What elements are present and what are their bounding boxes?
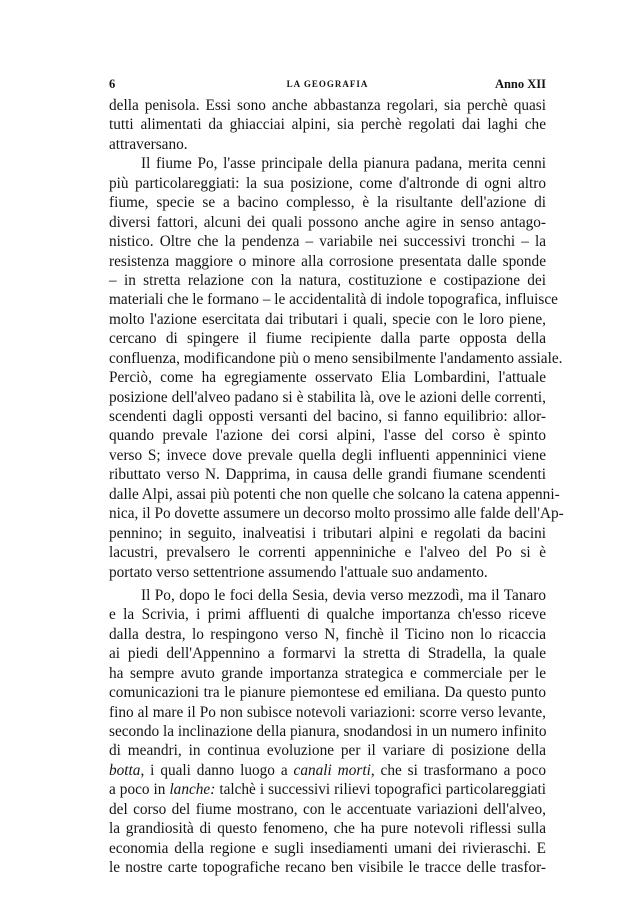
text-line: tutti alimentati da ghiacciai alpini, sia perchè regolati dai laghi che	[109, 116, 546, 134]
italic-term-canali-morti: canali morti	[293, 761, 371, 779]
text-line: verso S; invece dove prevale quella degli influenti appenninici viene	[109, 446, 546, 464]
text-line: portato verso settentrione assumendo l'attuale suo andamento.	[109, 563, 488, 581]
text-line: più particolareggiati: la sua posizione, come d'altronde di ogni altro	[109, 174, 546, 192]
volume-label: Anno XII	[494, 77, 546, 91]
text-line: fiume, specie se a bacino complesso, è la risultante dell'azione di	[109, 194, 546, 212]
text-line: molto l'azione esercitata dai tributari i quali, specie con le loro piene,	[109, 310, 546, 328]
text-line: secondo la inclinazione della pianura, snodandosi in un numero infinito	[109, 723, 547, 740]
text-line: nica, il Po dovette assumere un decorso molto prossimo alle falde dell'Ap-	[109, 505, 564, 523]
text-line: dalle Alpi, assai più potenti che non quelle che solcano la catena appenni-	[109, 485, 560, 503]
text-line-with-italics	[109, 780, 546, 799]
text-line: nistico. Oltre che la pendenza – variabile nei successivi tronchi – la	[109, 233, 546, 251]
paragraph-first-line: Il Po, dopo le foci della Sesia, devia verso mezzodì, ma il Tanaro	[141, 586, 546, 604]
text-fragment: a poco in	[109, 781, 170, 799]
text-line: comunicazioni tra le pianure piemontese ed emiliana. Da questo punto	[109, 684, 546, 702]
text-line: ributtato verso N. Dapprima, in causa delle grandi fiumane scendenti	[109, 466, 546, 484]
text-line: dalla destra, lo respingono verso N, finchè il Ticino non lo ricaccia	[109, 625, 546, 643]
text-line: resistenza maggiore o minore alla corrosione presentata dalle sponde	[109, 252, 546, 270]
page-number: 6	[109, 77, 116, 91]
italic-term-botta: botta	[109, 761, 141, 779]
journal-title: LA GEOGRAFIA	[286, 79, 369, 89]
text-line: della penisola. Essi sono anche abbastanza regolari, sia perchè quasi	[109, 97, 546, 114]
text-line: del corso del fiume mostrano, con le accentuate variazioni dell'alveo,	[109, 800, 546, 818]
text-line: lacustri, prevalsero le correnti appenniniche e l'alveo del Po si è	[109, 544, 546, 562]
text-line: ha sempre avuto grande importanza strategica e commerciale per le	[109, 664, 546, 682]
text-line: di meandri, in continua evoluzione per il variare di posizione della	[109, 742, 546, 760]
text-fragment: , i quali danno luogo a	[140, 761, 294, 779]
text-line: ai piedi dell'Appennino a formarvi la stretta di Stradella, la quale	[109, 645, 546, 663]
text-line: economia della regione e sugli insediamenti umani dei rivieraschi. E	[109, 839, 546, 857]
text-line: fino al mare il Po non subisce notevoli variazioni: scorre verso levante,	[109, 703, 546, 721]
italic-term-lanche: lanche:	[169, 781, 216, 799]
text-fragment: , che si trasformano a poco	[370, 761, 547, 779]
text-line: scendenti dagli opposti versanti del bacino, si fanno equilibrio: allor-	[109, 408, 546, 425]
text-line: diversi fattori, alcuni dei quali possono anche agire in senso antago-	[109, 213, 546, 231]
text-line: – in stretta relazione con la natura, costituzione e costipazione dei	[109, 271, 546, 289]
text-line: attraversano.	[109, 135, 188, 153]
text-line: le nostre carte topografiche recano ben visibile le tracce delle trasfor-	[109, 859, 546, 877]
running-header	[109, 77, 546, 93]
text-line: pennino; in seguito, inalveatisi i tributari alpini e regolati da bacini	[109, 524, 546, 542]
text-line: quando prevale l'azione dei corsi alpini, l'asse del corso è spinto	[109, 427, 546, 445]
text-line: Perciò, come ha egregiamente osservato Elia Lombardini, l'attuale	[109, 369, 546, 387]
text-line: e la Scrivia, i primi affluenti di qualche importanza ch'esso riceve	[109, 606, 546, 624]
text-line: cercano di spingere il fiume recipiente dalla parte opposta della	[109, 330, 546, 348]
text-line: posizione dell'alveo padano si è stabilita là, ove le azioni delle correnti,	[109, 388, 546, 406]
text-line: confluenza, modificandone più o meno sensibilmente l'andamento assiale.	[109, 349, 563, 367]
text-line-with-italics	[109, 761, 546, 780]
paragraph-first-line: Il fiume Po, l'asse principale della pianura padana, merita cenni	[141, 155, 546, 173]
text-line: materiali che le formano – le accidentalità di indole topografica, influisce	[109, 291, 558, 309]
text-fragment: talchè i successivi rilievi topografici particolareggiati	[215, 781, 546, 799]
body-text	[109, 96, 564, 878]
text-line: la grandiosità di questo fenomeno, che ha pure notevoli riflessi sulla	[109, 820, 546, 838]
